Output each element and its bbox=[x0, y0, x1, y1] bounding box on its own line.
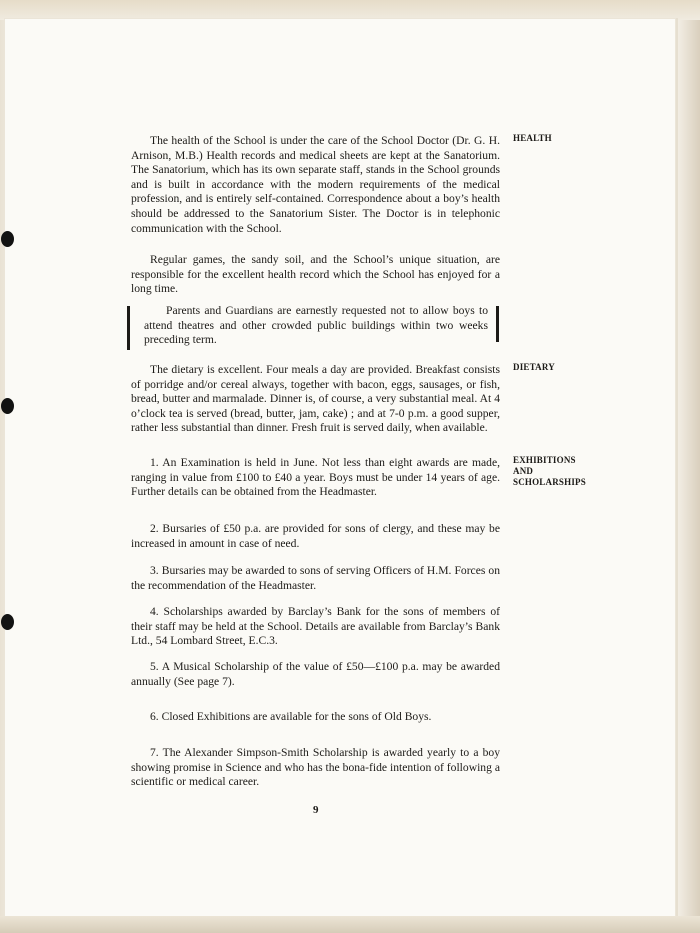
paragraph-item-3: 3. Bursaries may be awarded to sons of serving Officers of H.M. Forces on the recommendation of the Headmaster. bbox=[131, 564, 500, 592]
section-heading-exhibitions bbox=[513, 455, 623, 488]
paragraph-item-6: 6. Closed Exhibitions are available for the sons of Old Boys. bbox=[150, 710, 432, 723]
paragraph-item-2: 2. Bursaries of £50 p.a. are provided for sons of clergy, and these may be increased in amount in case of need. bbox=[131, 522, 500, 550]
binding-hole bbox=[1, 614, 14, 630]
paragraph-dietary: The dietary is excellent. Four meals a day are provided. Breakfast consists of porridge and/or cereal always, together with bacon, eggs, sausages, or fish, bread, butter and marmalade. Dinner is, of course, a very substantial meal. At 4 o’clock tea is served (bread, butter, jam, cake) ; and at 7-0 p.m. a good supper, rather less substantial than dinner. Fresh fruit is served daily, when available. bbox=[131, 363, 500, 435]
section-heading-line: EXHIBITIONS bbox=[513, 455, 576, 465]
section-heading-line: SCHOLARSHIPS bbox=[513, 477, 586, 487]
section-heading-health: HEALTH bbox=[513, 133, 552, 143]
paragraph-games: Regular games, the sandy soil, and the School’s unique situation, are responsible for the excellent health record which the School has enjoyed for a long time. bbox=[131, 253, 500, 296]
paragraph-item-1: 1. An Examination is held in June. Not less than eight awards are made, ranging in value from £100 to £40 a year. Boys must be under 14 years of age. Further details can be obtained from the Headmaster. bbox=[131, 456, 500, 499]
binding-hole bbox=[1, 398, 14, 414]
paragraph-item-7: 7. The Alexander Simpson-Smith Scholarship is awarded yearly to a boy showing promise in Science and who has the bona-fide intention of following a scientific or medical career. bbox=[131, 746, 500, 789]
paragraph-notice: Parents and Guardians are earnestly requested not to allow boys to attend theatres and other crowded public buildings within two weeks preceding term. bbox=[144, 304, 488, 347]
notice-box bbox=[127, 304, 497, 348]
page-number: 9 bbox=[313, 804, 319, 816]
notice-bar-right bbox=[496, 306, 499, 342]
notice-bar-left bbox=[127, 306, 130, 350]
binding-hole bbox=[1, 231, 14, 247]
section-heading-line: AND bbox=[513, 466, 534, 476]
section-heading-dietary: DIETARY bbox=[513, 362, 555, 372]
paragraph-item-4: 4. Scholarships awarded by Barclay’s Bank for the sons of members of their staff may be held at the School. Details are available from Barclay’s Bank Ltd., 54 Lombard Street, E.C.3. bbox=[131, 605, 500, 648]
paragraph-item-5: 5. A Musical Scholarship of the value of £50—£100 p.a. may be awarded annually (See page 7). bbox=[131, 660, 500, 688]
top-edge bbox=[0, 0, 700, 20]
paragraph-health: The health of the School is under the care of the School Doctor (Dr. G. H. Arnison, M.B.) Health records and medical sheets are kept at the Sanatorium. The Sanatorium, which has its own separate staff, stands in the School grounds and is built in accordance with the modern requirements of the medical profession, and is entirely self-contained. Correspondence about a boy’s health should be addressed to the Sanatorium Sister. The Doctor is in telephonic communication with the School. bbox=[131, 134, 500, 235]
bottom-edge bbox=[0, 916, 700, 933]
